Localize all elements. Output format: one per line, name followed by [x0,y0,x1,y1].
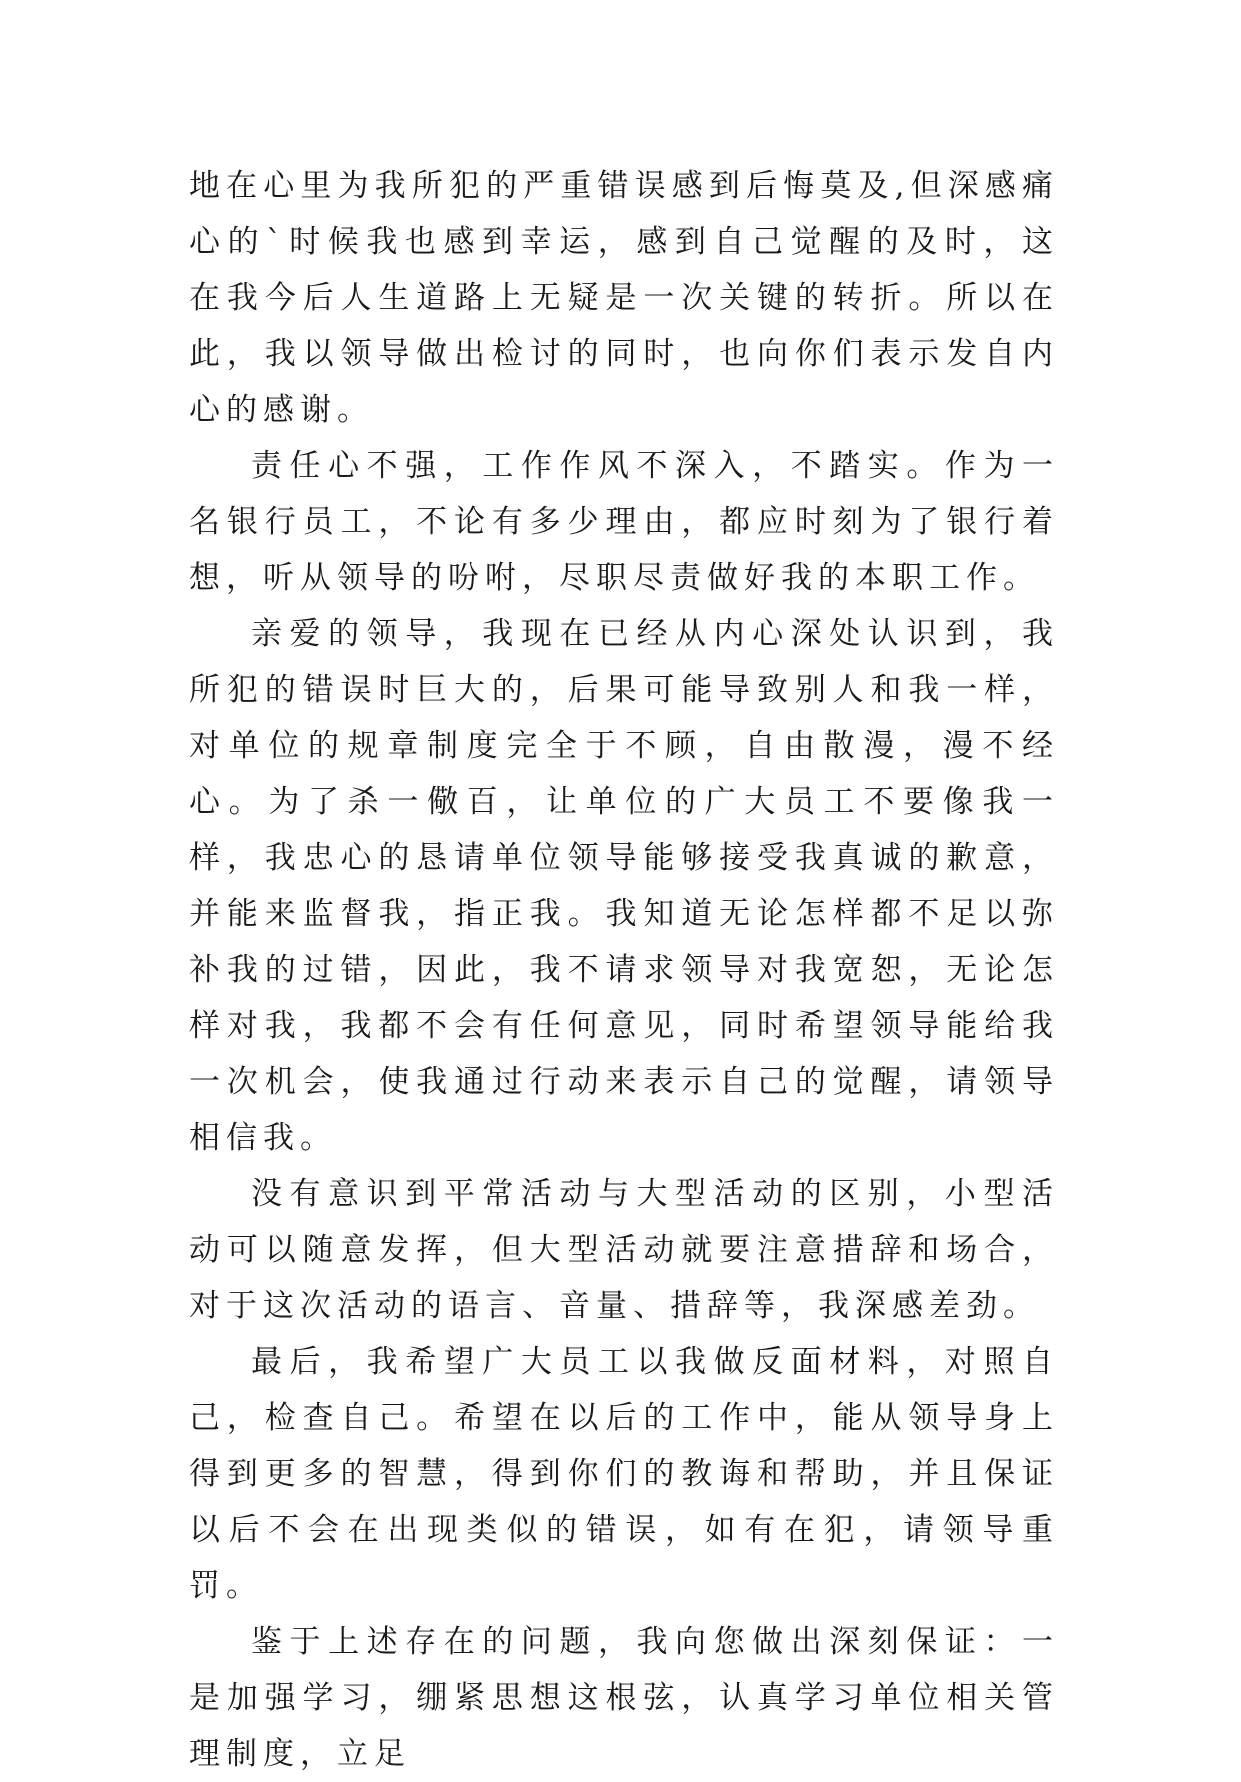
paragraph-responsibility: 责任心不强，工作作风不深入，不踏实。作为一名银行员工，不论有多少理由，都应时刻为了银行着想，听从领导的吩咐，尽职尽责做好我的本职工作。 [189,448,1059,596]
paragraph-guarantee: 鉴于上述存在的问题，我向您做出深刻保证：一是加强学习，绷紧思想这根弦，认真学习单位相关管理制度，立足 [189,1624,1059,1772]
paragraph-conclusion: 最后，我希望广大员工以我做反面材料，对照自己，检查自己。希望在以后的工作中，能从领导身上得到更多的智慧，得到你们的教诲和帮助，并且保证以后不会在出现类似的错误，如有在犯，请领导重罚。 [189,1344,1059,1604]
paragraph-apology: 亲爱的领导，我现在已经从内心深处认识到，我所犯的错误时巨大的，后果可能导致别人和我一样，对单位的规章制度完全于不顾，自由散漫，漫不经心。为了杀一儆百，让单位的广大员工不要像我一样，我忠心的恳请单位领导能够接受我真诚的歉意，并能来监督我，指正我。我知道无论怎样都不足以弥补我的过错，因此，我不请求领导对我宽恕，无论怎样对我，我都不会有任何意见，同时希望领导能给我一次机会，使我通过行动来表示自己的觉醒，请领导相信我。 [189,616,1059,1156]
paragraph-activity-awareness: 没有意识到平常活动与大型活动的区别，小型活动可以随意发挥，但大型活动就要注意措辞和场合，对于这次活动的语言、音量、措辞等，我深感差劲。 [189,1176,1059,1324]
paragraph-continued: 地在心里为我所犯的严重错误感到后悔莫及,但深感痛心的`时候我也感到幸运，感到自己觉醒的及时，这在我今后人生道路上无疑是一次关键的转折。所以在此，我以领导做出检讨的同时，也向你们表示发自内心的感谢。 [189,168,1059,428]
document-body [189,158,1059,1782]
